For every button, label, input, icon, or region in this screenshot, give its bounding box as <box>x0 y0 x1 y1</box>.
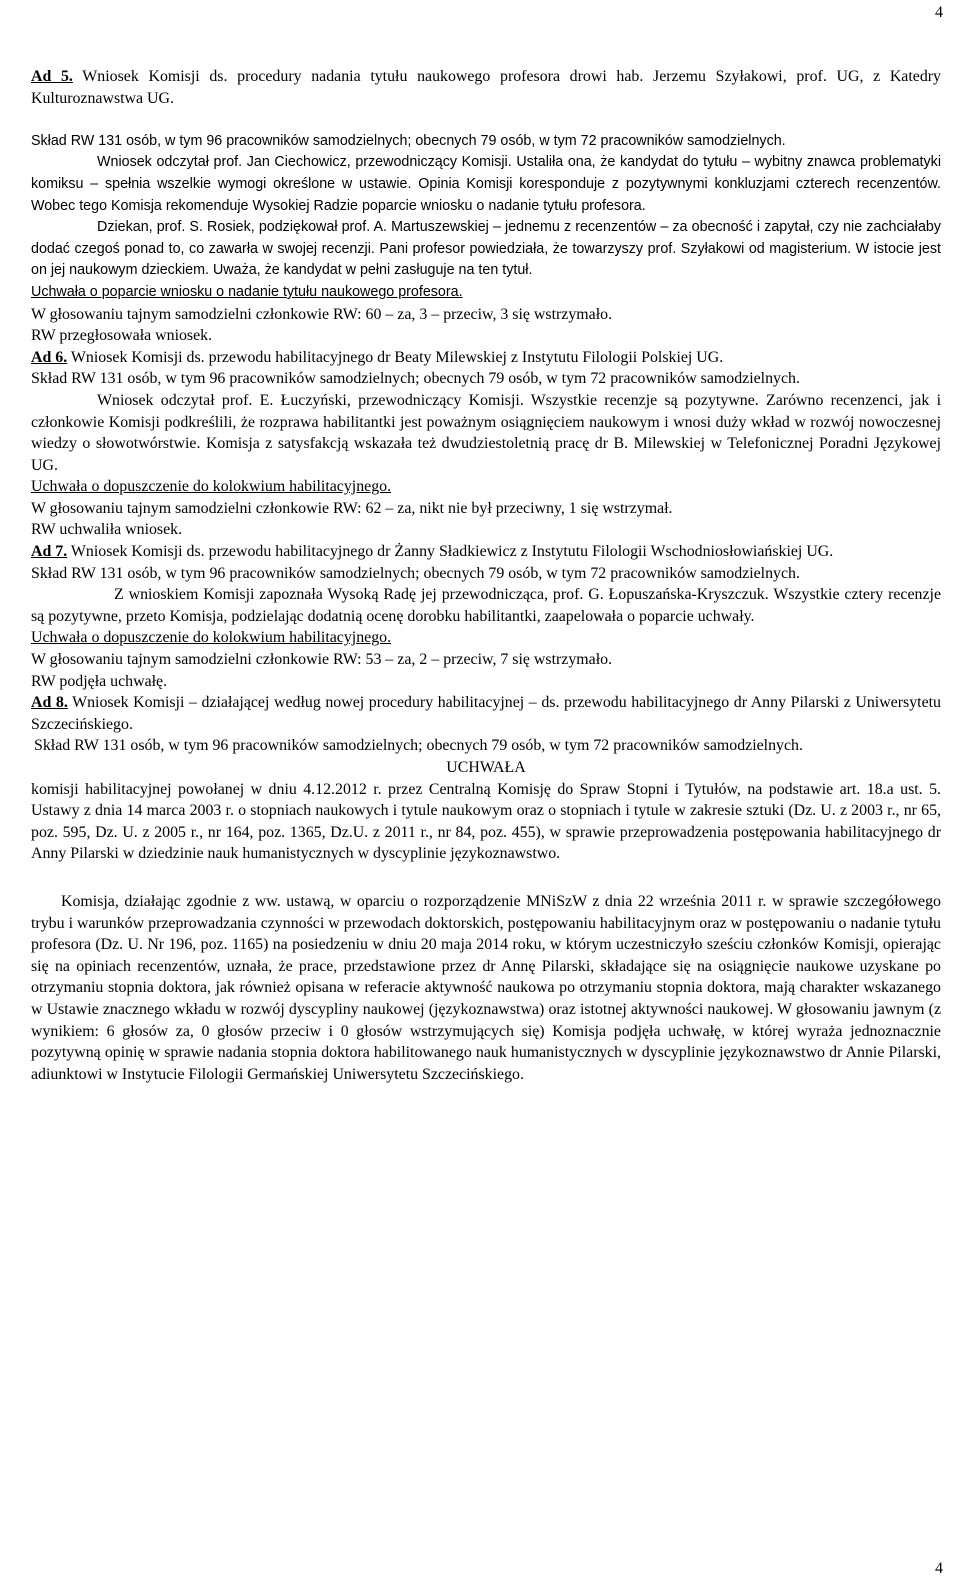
agenda-item-8 <box>31 692 941 735</box>
document-body <box>31 66 941 1085</box>
council-composition: Skład RW 131 osób, w tym 96 pracowników samodzielnych; obecnych 79 osób, w tym 72 pracowników samodzielnych. <box>34 737 803 755</box>
agenda-title: Wniosek Komisji ds. przewodu habilitacyjnego dr Żanny Sładkiewicz z Instytutu Filologii Wschodniosłowiańskiej UG. <box>67 543 834 561</box>
page-number-top: 4 <box>935 4 943 21</box>
page-number-bottom: 4 <box>935 1560 943 1577</box>
council-composition: Skład RW 131 osób, w tym 96 pracowników samodzielnych; obecnych 79 osób, w tym 72 pracowników samodzielnych. <box>31 370 800 388</box>
agenda-number: Ad 8. <box>31 694 68 712</box>
council-composition: Skład RW 131 osób, w tym 96 pracowników samodzielnych; obecnych 79 osób, w tym 72 pracowników samodzielnych. <box>31 564 800 582</box>
agenda-item-7 <box>31 541 941 563</box>
vote-outcome: RW uchwaliła wniosek. <box>31 521 183 539</box>
resolution-body: Komisja, działając zgodnie z ww. ustawą, w oparciu o rozporządzenie MNiSzW z dnia 22 września 2011 r. w sprawie szczegółowego trybu i warunków przeprowadzania czynności w przewodach doktorskich, postępowaniu habilitacyjnym oraz w postępowaniu o nadanie tytułu profesora (Dz. U. Nr 196, poz. 1165) na posiedzeniu w dniu 20 maja 2014 roku, w którym uczestniczyło sześciu członków Komisji, opierając się na opiniach recenzentów, uznała, że prace, przedstawione przez dr Annę Pilarski, składające się na osiągnięcie naukowe uzyskane po otrzymaniu stopnia doktora, jak również opisana w referacie aktywność naukowa po otrzymaniu stopnia doktora, mają charakter wskazanego w Ustawie znacznego wkładu w rozwój dyscypliny naukowej (językoznawstwa) oraz istotnej aktywności naukowej. W głosowaniu jawnym (z wynikiem: 6 głosów za, 0 głosów przeciw i 0 głosów wstrzymujących się) Komisja podjęła uchwałę, w której wyraża jednoznacznie pozytywną opinię w sprawie nadania stopnia doktora habilitowanego nauk humanistycznych w dyscyplinie językoznawstwo dr Annie Pilarski, adiunktowi w Instytucie Filologii Germańskiej Uniwersytetu Szczecińskiego. <box>31 892 941 1083</box>
agenda-item-5 <box>31 66 941 109</box>
agenda-item-6 <box>31 347 941 369</box>
vote-result: W głosowaniu tajnym samodzielni członkowie RW: 53 – za, 2 – przeciw, 7 się wstrzymało. <box>31 651 613 669</box>
agenda-title: Wniosek Komisji ds. przewodu habilitacyjnego dr Beaty Milewskiej z Instytutu Filologii Polskiej UG. <box>67 348 724 366</box>
vote-result: W głosowaniu tajnym samodzielni członkowie RW: 62 – za, nikt nie był przeciwny, 1 się wstrzymał. <box>31 499 673 517</box>
resolution-title: Uchwała o poparcie wniosku o nadanie tytułu naukowego profesora. <box>31 283 463 300</box>
motion-paragraph: Z wnioskiem Komisji zapoznała Wysoką Radę jej przewodnicząca, prof. G. Łopuszańska-Kryszczuk. Wszystkie cztery recenzje są pozytywne, przeto Komisja, podzielając dodatnią ocenę dorobku habilitantki, zaapelowała o poparcie uchwały. <box>31 586 941 625</box>
resolution-heading: UCHWAŁA <box>446 759 526 776</box>
dean-paragraph: Dziekan, prof. S. Rosiek, podziękował prof. A. Martuszewskiej – jednemu z recenzentów – za obecność i zapytał, czy nie zachciałaby dodać czegoś ponad to, co zawarła w swojej recenzji. Pani profesor powiedziała, że towarzyszy prof. Szyłakowi od magisterium. W istocie jest on jej naukowym dzieckiem. Uważa, że kandydat w pełni zasługuje na ten tytuł. <box>31 219 941 279</box>
agenda-title: Wniosek Komisji – działającej według nowej procedury habilitacyjnej – ds. przewodu habilitacyjnego dr Anny Pilarski z Uniwersytetu Szczecińskiego. <box>31 694 941 733</box>
motion-paragraph: Wniosek odczytał prof. Jan Ciechowicz, przewodniczący Komisji. Ustaliła ona, że kandydat do tytułu – wybitny znawca problematyki komiksu – spełnia wszelkie wymogi określone w ustawie. Opinia Komisji koresponduje z pozytywnymi konkluzjami czterech recenzentów. Wobec tego Komisja rekomenduje Wysokiej Radzie poparcie wniosku o nadanie tytułu profesora. <box>31 154 941 214</box>
motion-paragraph: Wniosek odczytał prof. E. Łuczyński, przewodniczący Komisji. Wszystkie recenzje są pozytywne. Zarówno recenzenci, jak i członkowie Komisji podkreślili, że rozprawa habilitantki jest poważnym osiągnięciem naukowym i wnosi duży wkład w rozwój nowoczesnej wiedzy o słowotwórstwie. Komisja z satysfakcją wskazała też dwudziestoletnią pracę dr B. Milewskiej w Telefonicznej Poradni Językowej UG. <box>31 391 941 474</box>
resolution-preamble: komisji habilitacyjnej powołanej w dniu 4.12.2012 r. przez Centralną Komisję do Spraw Stopni i Tytułów, na podstawie art. 18.a ust. 5. Ustawy z dnia 14 marca 2003 r. o stopniach naukowych i tytule naukowym oraz o stopniach i tytule w zakresie sztuki (Dz. U. z 2003 r., nr 65, poz. 595, Dz. U. z 2005 r., nr 164, poz. 1365, Dz.U. z 2011 r., nr 84, poz. 455), w sprawie przeprowadzenia postępowania habilitacyjnego dr Anny Pilarski w dziedzinie nauk humanistycznych w dyscyplinie językoznawstwo. <box>31 780 941 863</box>
agenda-number: Ad 7. <box>31 543 68 561</box>
council-composition: Skład RW 131 osób, w tym 96 pracowników samodzielnych; obecnych 79 osób, w tym 72 pracowników samodzielnych. <box>31 132 786 149</box>
agenda-number: Ad 6. <box>31 348 68 366</box>
resolution-title: Uchwała o dopuszczenie do kolokwium habilitacyjnego. <box>31 478 392 496</box>
agenda-number: Ad 5. <box>31 68 73 85</box>
vote-result: W głosowaniu tajnym samodzielni członkowie RW: 60 – za, 3 – przeciw, 3 się wstrzymało. <box>31 305 613 323</box>
vote-outcome: RW przegłosowała wniosek. <box>31 327 213 345</box>
resolution-title: Uchwała o dopuszczenie do kolokwium habilitacyjnego. <box>31 629 392 647</box>
agenda-title: Wniosek Komisji ds. procedury nadania tytułu naukowego profesora drowi hab. Jerzemu Szyłakowi, prof. UG, z Katedry Kulturoznawstwa UG. <box>31 68 941 107</box>
vote-outcome: RW podjęła uchwałę. <box>31 672 168 690</box>
